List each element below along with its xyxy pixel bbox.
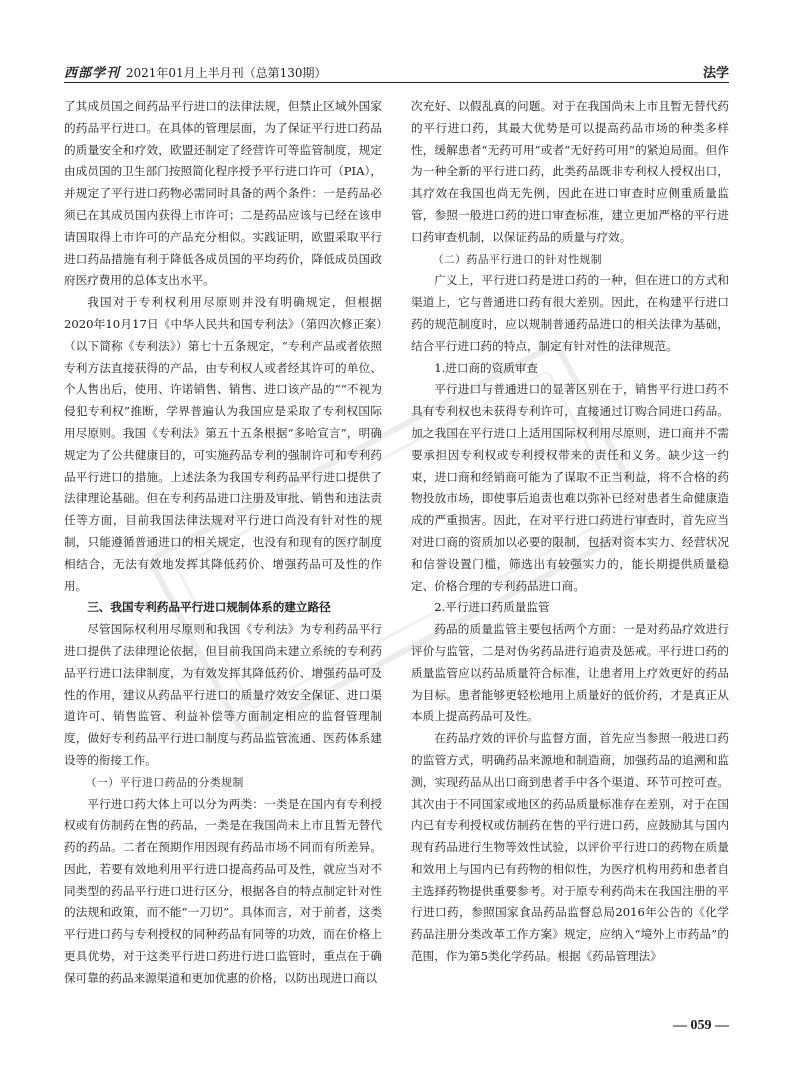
section-heading: 三、我国专利药品平行进口规制体系的建立路径: [87, 600, 331, 615]
journal-logo: 西部学刊: [64, 66, 121, 81]
subsection-heading: （二）药品平行进口的针对性规制: [432, 252, 603, 266]
paragraph: 在药品疗效的评价与监督方面，首先应当参照一般进口药的监管方式，明确药品来源地和制造商，加强药品的追溯和监测，实现药品从出口商到患者手中各个渠道、环节可控可查。其次由于不同国家或地区的药品质量标准存在差别，对于在国内已有专利授权或仿制药在售的平行进口药，应鼓励其与国内现有药品进行生物等效性试验，以评价平行进口的药物在质量和效用上与国内已有药物的相似性，为医疗机构用药和患者自主选择药物提供重要参考。对于原专利药尚未在我国注册的平行进口药，参照国家食品药品监督总局2016年公告的《化学药品注册分类改革工作方案》规定，应纳入“境外上市药品”的范围，作为第5类化学药品。根据《药品管理法》: [411, 731, 729, 964]
paragraph: 平行进口与普通进口的显著区别在于，销售平行进口药不具有专利权也未获得专利许可，直接通过订购合同进口药品。加之我国在平行进口上适用国际权利用尽原则，进口商并不需要承担因专利权或专利授权带来的责任和义务。缺少这一约束，进口商和经销商可能为了谋取不正当利益，将不合格的药物投放市场，即使事后追责也难以弥补已经对患者生命健康造成的严重损害。因此，在对平行进口药进行审查时，首先应当对进口商的资质加以必要的限制，包括对资本实力、经营状况和信誉设置门槛，筛选出有较强实力的，能长期提供质量稳定、价格合理的专利药品进口商。: [411, 382, 729, 593]
paragraph: 平行进口药大体上可以分为两类：一类是在国内有专利授权或有仿制药在售的药品，一类是在我国尚未上市且暂无替代药的药品。二者在预期作用因现有药品市场不同而有所差异。因此，若要有效地利用平行进口提高药品可及性，就应当对不同类型的药品平行进口进行区分，根据各自的特点制定针对性的法规和政策，而不能“一刀切”。具体而言，对于前者，这类平行进口药与专利授权的同种药品有同等的功效，而在价格上更具优势，对于这类平行进口药进行进口监管时，重点在于确保可靠的药品来源渠道和更加优惠的价格，以防出现进口商以: [64, 796, 382, 985]
paragraph: 了其成员国之间药品平行进口的法律法规，但禁止区域外国家的药品平行进口。在具体的管理层面，为了保证平行进口药品的质量安全和疗效，欧盟还制定了经营许可等监管制度，规定由成员国的卫生部门按照简化程序授予平行进口许可（PIA），并规定了平行进口药物必需同时具备的两个条件：一是药品必须已在其成员国内获得上市许可；二是药品应该与已经在该申请国取得上市许可的产品充分相似。实践证明，欧盟采取平行进口药品措施有利于降低各成员国的平均药价，降低成员国政府医疗费用的总体支出水平。: [64, 99, 382, 288]
paragraph: 药品的质量监管主要包括两个方面：一是对药品疗效进行评价与监管，二是对伪劣药品进行追责及惩戒。平行进口药的质量监管应以药品质量符合标准，让患者用上疗效更好的药品为目标。患者能够更轻松地用上质量好的低价药，才是真正从本质上提高药品可及性。: [411, 622, 729, 724]
paragraph: 广义上，平行进口药是进口药的一种，但在进口的方式和渠道上，它与普通进口药有很大差别。因此，在构建平行进口药的规范制度时，应以规制普通药品进口的相关法律为基础，结合平行进口药的特点，制定有针对性的法律规范。: [411, 273, 729, 353]
item-heading: 1.进口商的资质审查: [434, 360, 538, 375]
left-column: [64, 96, 382, 1001]
right-column: [411, 96, 729, 1001]
section-name: 法学: [702, 66, 729, 81]
paragraph: 次充好、以假乱真的问题。对于在我国尚未上市且暂无替代药的平行进口药，其最大优势是可以提高药品市场的种类多样性，缓解患者“无药可用”或者“无好药可用”的紧迫局面。但作为一种全新的平行进口药，此类药品既非专利权人授权出口，其疗效在我国也尚无先例，因此在进口审查时应侧重质量监管，参照一般进口药的进口审查标准，建立更加严格的平行进口药审查机制，以保证药品的质量与疗效。: [411, 99, 729, 244]
paragraph: 我国对于专利权利用尽原则并没有明确规定，但根据2020年10月17日《中华人民共和国专利法》（第四次修正案）（以下简称《专利法》）第七十五条规定，“专利产品或者依照专利方法直接获得的产品，由专利权人或者经其许可的单位、个人售出后，使用、许诺销售、销售、进口该产品的”“不视为侵犯专利权”推断，学界普遍认为我国应是采取了专利权国际用尽原则。我国《专利法》第五十五条根据“多哈宣言”，明确规定为了公共健康目的，可实施药品专利的强制许可和专利药品平行进口的措施。上述法条为我国专利药品平行进口提供了法律理论基础。但在专利药品进口注册及审批、销售和违法责任等方面，目前我国法律法规对平行进口尚没有针对性的规制，只能遵循普通进口的相关规定，也没有和现有的医疗制度相结合，无法有效地发挥其降低药价、增强药品可及性的作用。: [64, 295, 382, 593]
subsection-heading: （一）平行进口药品的分类规制: [85, 775, 244, 789]
issue-info: 2021年01月上半月刊（总第130期）: [125, 66, 327, 80]
journal-info: [64, 62, 327, 81]
page-number: — 059 —: [673, 1018, 729, 1033]
running-header: [64, 60, 729, 83]
item-heading: 2.平行进口药质量监管: [434, 600, 550, 615]
paragraph: 尽管国际权利用尽原则和我国《专利法》为专利药品平行进口提供了法律理论依据，但目前我国尚未建立系统的专利药品平行进口法律制度，为有效发挥其降低药价、增强药品可及性的作用，建议从药品平行进口的质量疗效安全保证、进口渠道许可、销售监管、利益补偿等方面制定相应的监督管理制度，做好专利药品平行进口制度与药品监管流通、医药体系建设等的衔接工作。: [64, 622, 382, 767]
